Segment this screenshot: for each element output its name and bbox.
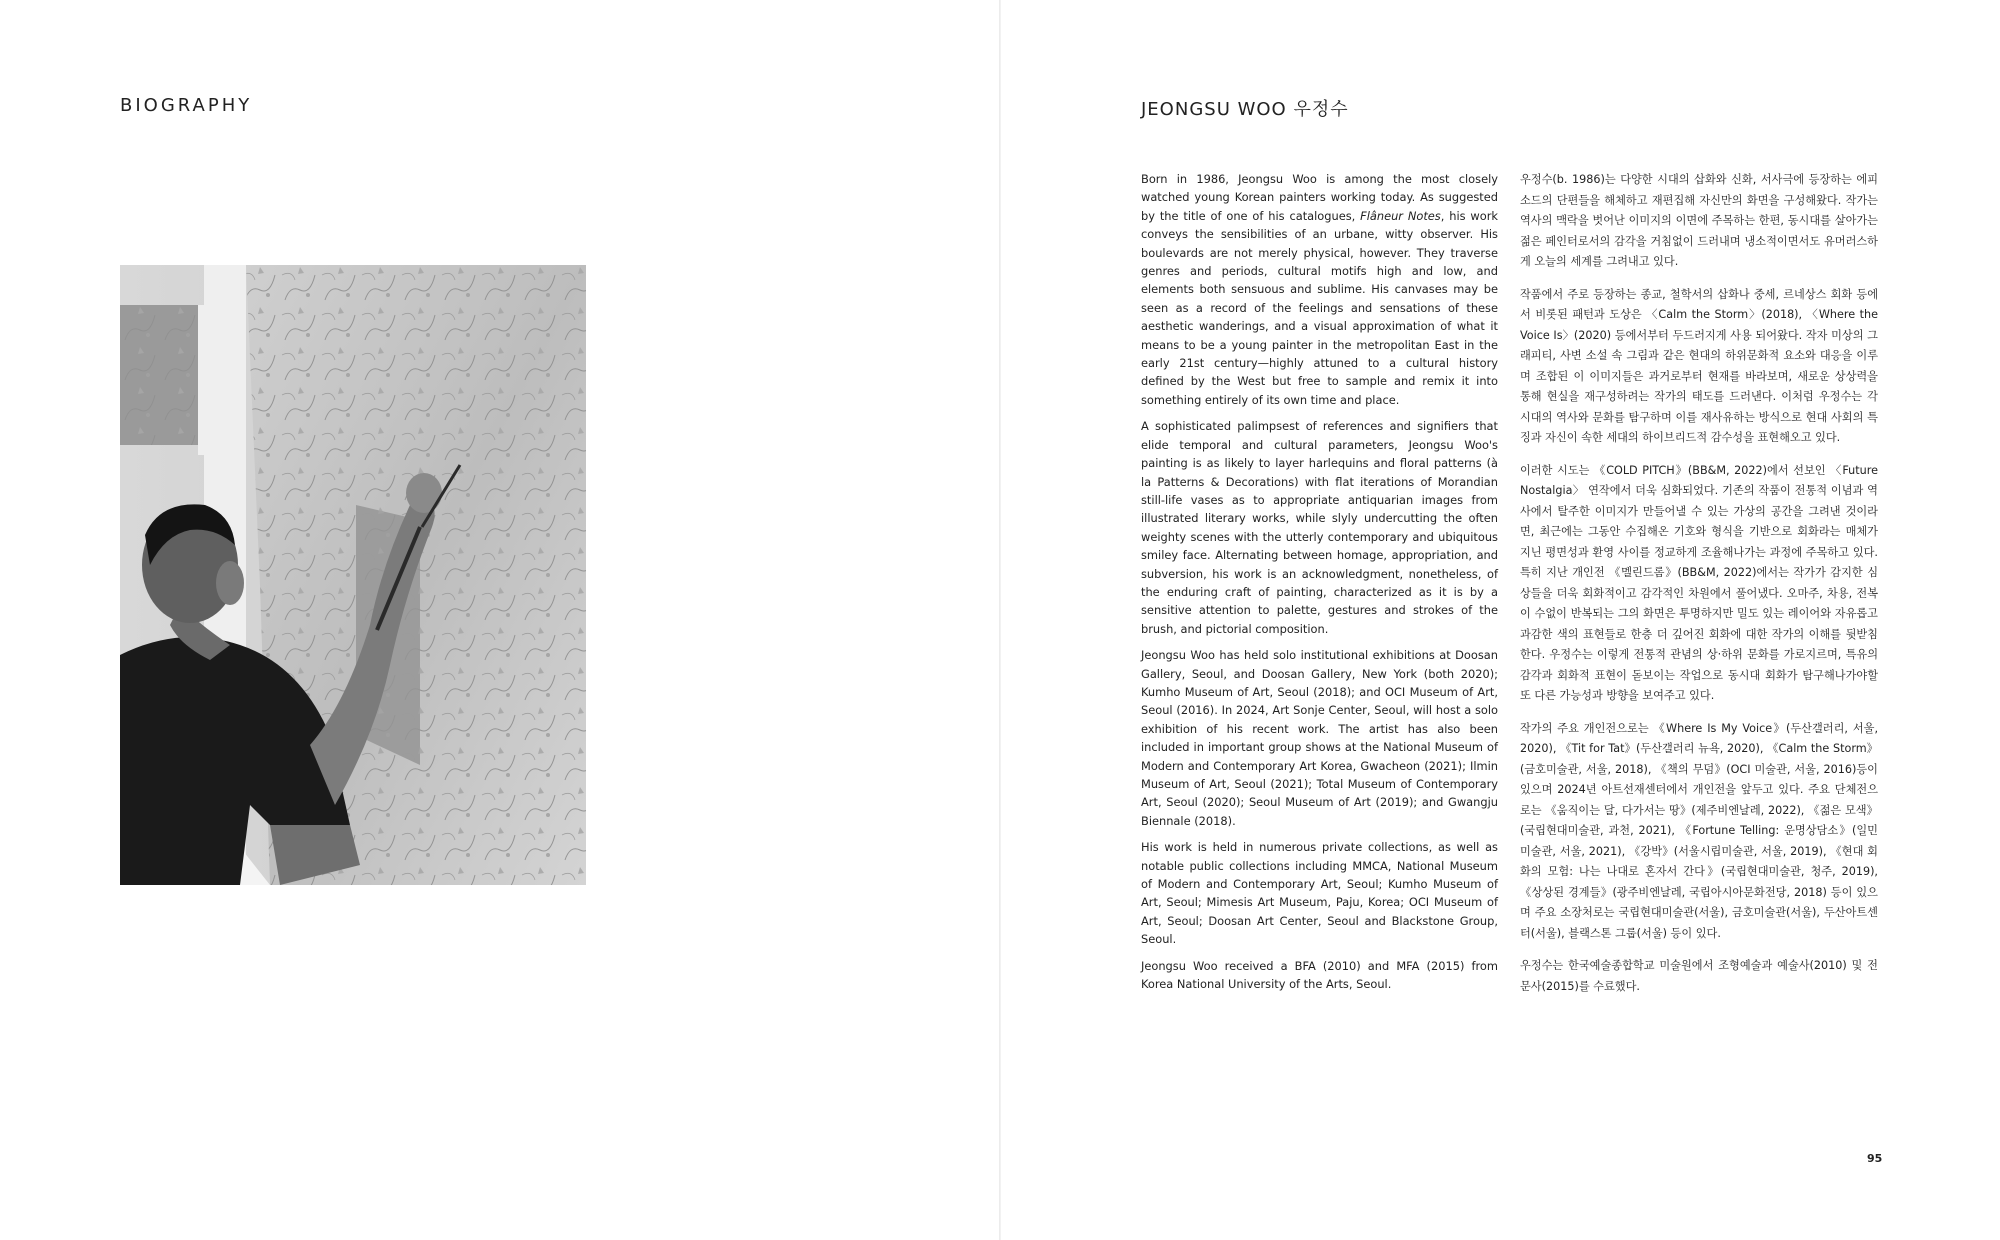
catalogue-title: Flâneur Notes (1360, 208, 1441, 223)
english-paragraph-1-b: , his work conveys the sensibilities of an urbane, witty observer. His boulevards are not merely physical, however. They traverse genres and periods, cultural motifs high and low, and elements both sensuous and sublime. His canvases may be seen as a record of the feelings and sensations of these aesthetic wanderings, and a visual approximation of what it means to be a young painter in the metropolitan East in the early 21st century—highly attuned to a cultural history defined by the West but free to sample and remix it into something entirely of its own time and place. (1141, 208, 1498, 407)
english-paragraph-4: His work is held in numerous private collections, as well as notable public collections including MMCA, National Museum of Modern and Contemporary Art, Seoul; Kumho Museum of Art, Seoul; Mimesis Art Museum, Paju, Korea; OCI Museum of Art, Seoul; Doosan Art Center, Seoul and Blackstone Group, Seoul. (1141, 840, 1498, 947)
english-paragraph-2: A sophisticated palimpsest of references and signifiers that elide temporal and cultural parameters, Jeongsu Woo's painting is as likely to layer harlequins and floral patterns (à la Patterns & Decorations) with flat iterations of Morandian still-life vases as to appropriate antiquarian images from illustrated literary works, while slyly undercutting the often weighty scenes with the utterly contemporary and ubiquitous smiley face. Alternating between homage, appropriation, and subversion, his work is an acknowledgment, nonetheless, of the enduring craft of painting, characterized as it is by a sensitive attention to palette, gestures and strokes of the brush, and pictorial composition. (1141, 419, 1498, 636)
right-page (1001, 0, 2000, 1240)
korean-paragraph-4: 작가의 주요 개인전으로는 《Where Is My Voice》(두산갤러리, 서울, 2020), 《Tit for Tat》(두산갤러리 뉴욕, 2020), 《Calm the Storm》(금호미술관, 서울, 2018), 《책의 무덤》(OCI 미술관, 서울, 2016)등이 있으며 2024년 아트선재센터에서 개인전을 앞두고 있다. 주요 단체전으로는 《움직이는 달, 다가서는 땅》(제주비엔날레, 2022), 《젊은 모색》(국립현대미술관, 과천, 2021), 《Fortune Telling: 운명상담소》(일민미술관, 서울, 2021), 《강박》(서울시립미술관, 서울, 2019), 《현대 회화의 모험: 나는 나대로 혼자서 간다》(국립현대미술관, 청주, 2019), 《상상된 경계들》(광주비엔날레, 국립아시아문화전당, 2018) 등이 있으며 주요 소장처로는 국립현대미술관(서울), 금호미술관(서울), 두산아트센터(서울), 블랙스톤 그룹(서울) 등이 있다. (1520, 721, 1878, 940)
page-number: 95 (1867, 1152, 1883, 1165)
korean-paragraph-3: 이러한 시도는 《COLD PITCH》(BB&M, 2022)에서 선보인 〈Future Nostalgia〉 연작에서 더욱 심화되었다. 기존의 작품이 전통적 이념과 역사에서 탈주한 이미지가 만들어낼 수 있는 가상의 공간을 그려낸 것이라면, 최근에는 그동안 수집해온 기호와 형식을 기반으로 회화라는 매체가 지닌 평면성과 환영 사이를 정교하게 조율해나가는 과정에 주목하고 있다. 특히 지난 개인전 《멜린드롬》(BB&M, 2022)에서는 작가가 감지한 심상들을 더욱 회화적이고 감각적인 차원에서 풀어냈다. 오마주, 차용, 전복이 수없이 반복되는 그의 화면은 투명하지만 밀도 있는 레이어와 자유롭고 과감한 색의 표현들로 한층 더 깊어진 회화에 대한 작가의 이해를 뒷받침한다. 우정수는 이렇게 전통적 관념의 상·하위 문화를 가로지르며, 특유의 감각과 회화적 표현이 돋보이는 작업으로 동시대 회화가 탐구해나가야할 또 다른 가능성과 방향을 보여주고 있다. (1520, 463, 1878, 702)
english-biography-column (1141, 170, 1498, 1001)
korean-paragraph-5: 우정수는 한국예술종합학교 미술원에서 조형예술과 예술사(2010) 및 전문사(2015)를 수료했다. (1520, 959, 1878, 993)
english-paragraph-3: Jeongsu Woo has held solo institutional exhibitions at Doosan Gallery, Seoul, and Doosan Gallery, New York (both 2020); Kumho Museum of Art, Seoul (2018); and OCI Museum of Art, Seoul (2016). In 2024, Art Sonje Center, Seoul, will host a solo exhibition of his recent work. The artist has also been included in important group shows at the National Museum of Modern and Contemporary Art Korea, Gwacheon (2021); Ilmin Museum of Art, Seoul (2021); Total Museum of Contemporary Art, Seoul (2020); Seoul Museum of Art (2019); and Gwangju Biennale (2018). (1141, 648, 1498, 828)
korean-paragraph-2: 작품에서 주로 등장하는 종교, 철학서의 삽화나 중세, 르네상스 회화 등에서 비롯된 패턴과 도상은 〈Calm the Storm〉(2018), 〈Where the Voice Is〉(2020) 등에서부터 두드러지게 사용 되어왔다. 작자 미상의 그래피티, 사변 소설 속 그림과 같은 현대의 하위문화적 요소와 대응을 이루며 조합된 이 이미지들은 과거로부터 현재를 바라보며, 새로운 상상력을 통해 현실을 재구성하려는 작가의 태도를 드러낸다. 이처럼 우정수는 각 시대의 역사와 문화를 탐구하며 이를 재사유하는 방식으로 현대 사회의 특징과 자신이 속한 세대의 하이브리드적 감수성을 표현해오고 있다. (1520, 287, 1878, 444)
korean-biography-column (1520, 170, 1878, 1009)
english-paragraph-1-a: Born in 1986, Jeongsu Woo is among the most closely watched young Korean painters working today. As suggested by the title of one of his catalogues, (1141, 172, 1498, 223)
artist-name-heading: JEONGSU WOO 우정수 (1141, 99, 1349, 120)
section-title: BIOGRAPHY (120, 95, 253, 116)
english-paragraph-1 (1141, 170, 1498, 409)
artist-painting-photo (120, 265, 586, 885)
korean-paragraph-1: 우정수(b. 1986)는 다양한 시대의 삽화와 신화, 서사극에 등장하는 에피소드의 단편들을 해체하고 재편집해 자신만의 화면을 구성해왔다. 작가는 역사의 맥락을 벗어난 이미지의 이면에 주목하는 한편, 동시대를 살아가는 젊은 페인터로서의 감각을 거침없이 드러내며 냉소적이면서도 유머러스하게 오늘의 세계를 그려내고 있다. (1520, 173, 1878, 268)
english-paragraph-5: Jeongsu Woo received a BFA (2010) and MFA (2015) from Korea National University of the Arts, Seoul. (1141, 958, 1498, 992)
